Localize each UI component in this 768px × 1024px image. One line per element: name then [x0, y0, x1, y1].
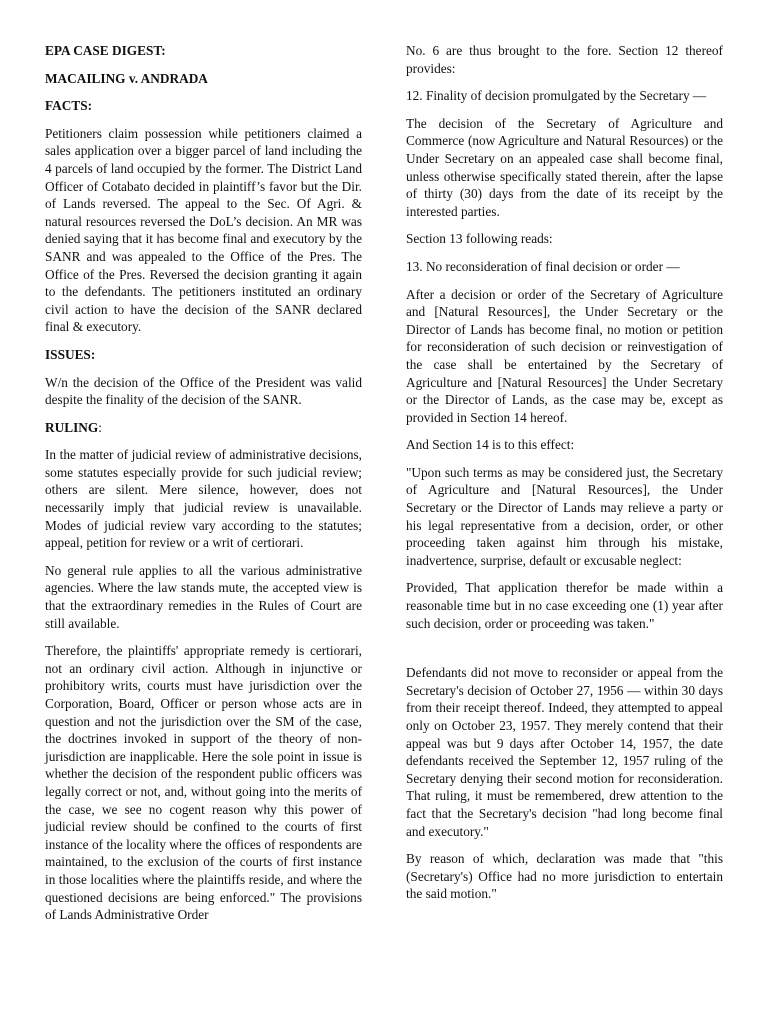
- case-name: MACAILING v. ANDRADA: [45, 70, 208, 86]
- section-13-title: 13. No reconsideration of final decision or order —: [406, 258, 680, 274]
- section-12-text: The decision of the Secretary of Agriculture and Commerce (now Agriculture and Natural Resources) or the Under Secretary on an appealed case shall become final, unless otherwise specifically stated therein, after the lapse of thirty (30) days from the date of its receipt by the interested parties.: [406, 115, 723, 219]
- ruling-heading: [45, 419, 362, 437]
- document-title: EPA CASE DIGEST:: [45, 43, 166, 58]
- proviso-paragraph: Provided, That application therefor be made within a reasonable time but in no case exceeding one (1) year after such decision, order or proceeding was taken.": [406, 580, 723, 631]
- facts-paragraph: Petitioners claim possession while petitioners claimed a sales application over a bigger parcel of land including the 4 parcels of land occupied by the former. The District Land Officer of Cotabato decided in plaintiff’s favor but the Dir. of Lands reversed. The appeal to the Sec. Of Agri. & natural resources reversed the DoL’s decision. An MR was denied saying that it has become final and executory by the SANR and was appealed to the Office of the Pres. The Office of the Pres. Reversed the decision granting it again to the defendants. The petitioners instituted an ordinary civil action to have the decision of the SANR declared final & executory.: [45, 125, 362, 335]
- ruling-heading-colon: :: [98, 419, 102, 435]
- ruling-paragraph-2: No general rule applies to all the various administrative agencies. Where the law stands mute, the accepted view is that the extraordinary remedies in the Rules of Court are still available.: [45, 562, 362, 631]
- section-12-title: 12. Finality of decision promulgated by the Secretary —: [406, 88, 707, 104]
- ruling-paragraph-1: In the matter of judicial review of administrative decisions, some statutes especially provide for such judicial review; others are silent. Mere silence, however, does not necessarily imply that judicial review is unavailable. Modes of judicial review vary according to the statutes; appeal, petition for review or a writ of certiorari.: [45, 447, 362, 551]
- ruling-heading-label: RULING: [45, 419, 99, 435]
- facts-heading: FACTS:: [45, 98, 93, 114]
- issues-heading: ISSUES:: [45, 346, 96, 362]
- section-14-text: "Upon such terms as may be considered just, the Secretary of Agriculture and [Natural Resources], the Under Secretary or the Director of Lands may relieve a party or his legal representative from a decision, order, or other proceeding taken against him through his mistake, inadvertence, surprise, default or excusable neglect:: [406, 464, 723, 568]
- conclusion-paragraph: By reason of which, declaration was made that "this (Secretary's) Office had no more jurisdiction to entertain the said motion.": [406, 851, 723, 902]
- section-13-intro: Section 13 following reads:: [406, 231, 553, 247]
- left-column: [45, 42, 362, 934]
- section-14-intro: And Section 14 is to this effect:: [406, 437, 575, 453]
- paragraph-gap: [406, 642, 723, 664]
- ruling-paragraph-3: Therefore, the plaintiffs' appropriate remedy is certiorari, not an ordinary civil action. Although in injunctive or prohibitory writs, courts must have jurisdiction over the Corporation, Board, Officer or person whose acts are in question and not the jurisdiction over the SM of the case, the doctrines invoked in support of the theory of non-jurisdiction are inapplicable. Here the sole point in issue is whether the decision of the respondent public officers was legally correct or not, and, without going into the merits of the case, we see no cogent reason why this power of judicial review should be confined to the courts of first instance of the locality where the offices of respondents are maintained, to the exclusion of the courts of first instance in those localities where the plaintiffs reside, and where the questioned decisions are being enforced." The provisions of Lands Administrative Order: [45, 643, 362, 923]
- right-column: [406, 42, 723, 913]
- continuation-paragraph: No. 6 are thus brought to the fore. Section 12 thereof provides:: [406, 43, 723, 76]
- section-13-text: After a decision or order of the Secretary of Agriculture and [Natural Resources], the Under Secretary or the Director of Lands has become final, no motion or petition for reconsideration of such decision or reinvestigation of the case shall be entertained by the Secretary of Agriculture and [Natural Resources] the Under Secretary or the Director of Lands, as the case may be, except as provided in Section 14 hereof.: [406, 286, 723, 425]
- issues-paragraph: W/n the decision of the Office of the President was valid despite the finality of the decision of the SANR.: [45, 374, 362, 408]
- defendants-paragraph: Defendants did not move to reconsider or appeal from the Secretary's decision of October 27, 1956 — within 30 days from their receipt thereof. Indeed, they attempted to appeal only on October 23, 1957. They merely contend that their appeal was but 9 days after October 14, 1957, the date defendants received the September 12, 1957 ruling of the Secretary denying their second motion for reconsideration. That ruling, it must be remembered, drew attention to the fact that the Secretary's decision "had long become final and executory.": [406, 665, 723, 839]
